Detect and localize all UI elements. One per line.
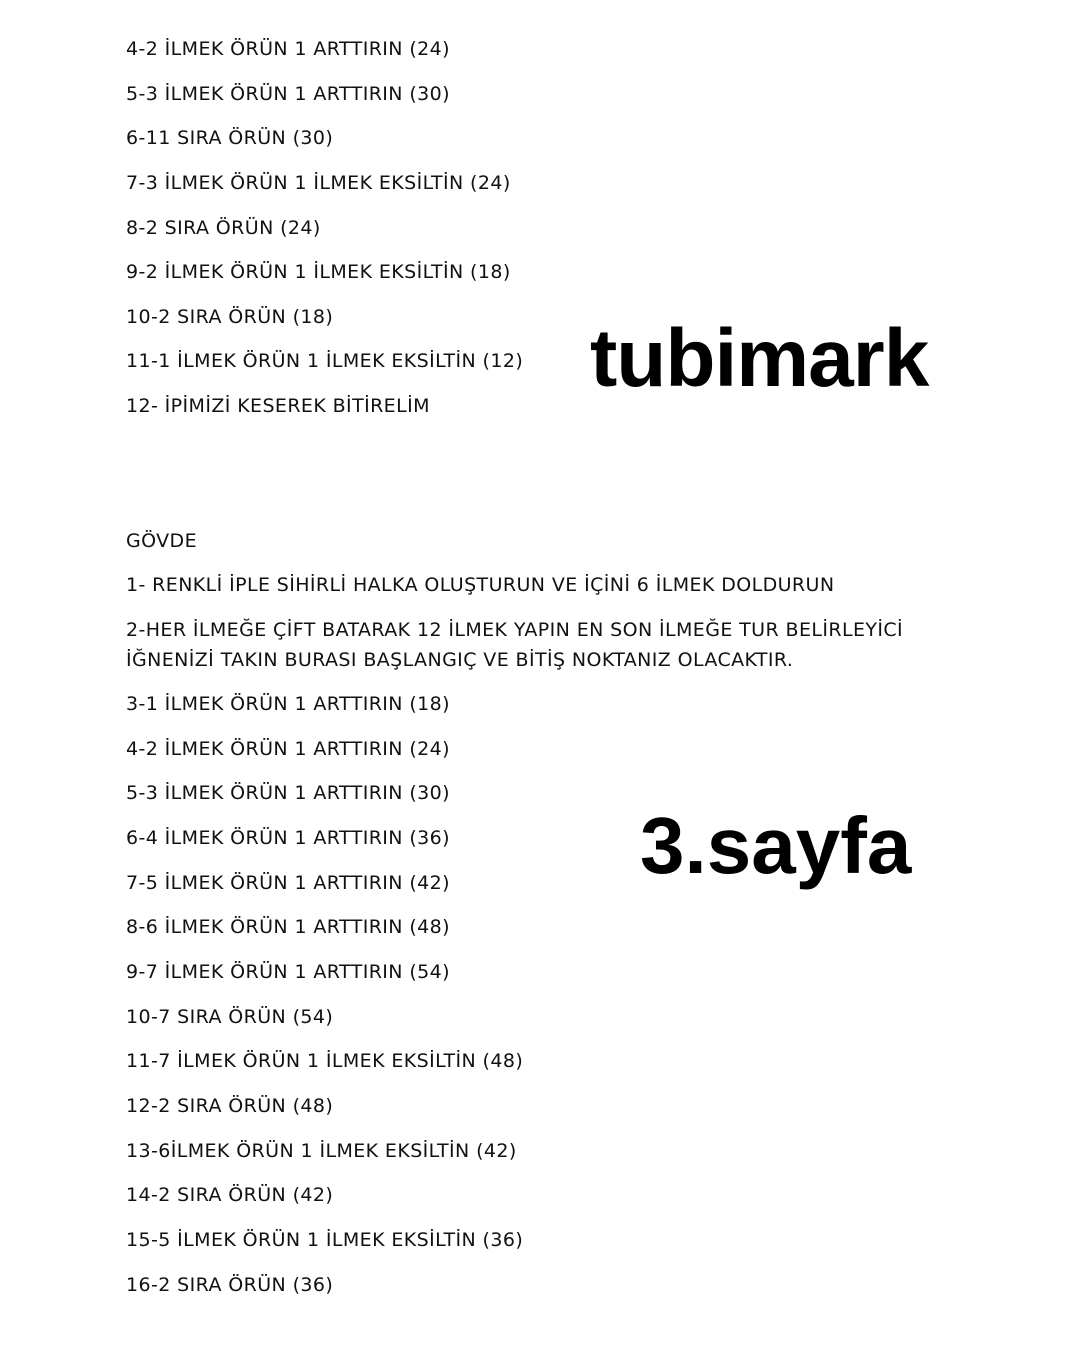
instruction-line: 7-5 İLMEK ÖRÜN 1 ARTTIRIN (42): [126, 872, 450, 894]
instruction-line: 8-2 SIRA ÖRÜN (24): [126, 217, 321, 239]
instruction-line: 5-3 İLMEK ÖRÜN 1 ARTTIRIN (30): [126, 83, 450, 105]
instruction-line: 3-1 İLMEK ÖRÜN 1 ARTTIRIN (18): [126, 693, 450, 715]
instruction-line: 6-11 SIRA ÖRÜN (30): [126, 127, 334, 149]
watermark-text: tubimark: [590, 313, 929, 404]
instruction-line: 15-5 İLMEK ÖRÜN 1 İLMEK EKSİLTİN (36): [126, 1229, 524, 1251]
instruction-line: 7-3 İLMEK ÖRÜN 1 İLMEK EKSİLTİN (24): [126, 172, 511, 194]
instruction-line: 10-2 SIRA ÖRÜN (18): [126, 306, 334, 328]
instruction-line: 13-6İLMEK ÖRÜN 1 İLMEK EKSİLTİN (42): [126, 1140, 517, 1162]
instruction-line: 5-3 İLMEK ÖRÜN 1 ARTTIRIN (30): [126, 782, 450, 804]
section-title: GÖVDE: [126, 530, 197, 552]
instruction-line: İĞNENİZİ TAKIN BURASI BAŞLANGIÇ VE BİTİŞ NOKTANIZ OLACAKTIR.: [126, 649, 794, 671]
instruction-line: 8-6 İLMEK ÖRÜN 1 ARTTIRIN (48): [126, 916, 450, 938]
instruction-line: 4-2 İLMEK ÖRÜN 1 ARTTIRIN (24): [126, 738, 450, 760]
instruction-line: 6-4 İLMEK ÖRÜN 1 ARTTIRIN (36): [126, 827, 450, 849]
instruction-line: 12- İPİMİZİ KESEREK BİTİRELİM: [126, 395, 430, 417]
instruction-line: 11-7 İLMEK ÖRÜN 1 İLMEK EKSİLTİN (48): [126, 1050, 524, 1072]
instruction-line: 9-7 İLMEK ÖRÜN 1 ARTTIRIN (54): [126, 961, 450, 983]
instruction-line: 9-2 İLMEK ÖRÜN 1 İLMEK EKSİLTİN (18): [126, 261, 511, 283]
instruction-line: 12-2 SIRA ÖRÜN (48): [126, 1095, 334, 1117]
instruction-line: 14-2 SIRA ÖRÜN (42): [126, 1184, 334, 1206]
instruction-line: 10-7 SIRA ÖRÜN (54): [126, 1006, 334, 1028]
instruction-line: 4-2 İLMEK ÖRÜN 1 ARTTIRIN (24): [126, 38, 450, 60]
instruction-line: 2-HER İLMEĞE ÇİFT BATARAK 12 İLMEK YAPIN EN SON İLMEĞE TUR BELİRLEYİCİ: [126, 619, 904, 641]
page-label: 3.sayfa: [640, 801, 912, 890]
instruction-line: 11-1 İLMEK ÖRÜN 1 İLMEK EKSİLTİN (12): [126, 350, 524, 372]
instruction-line: 1- RENKLİ İPLE SİHİRLİ HALKA OLUŞTURUN VE İÇİNİ 6 İLMEK DOLDURUN: [126, 574, 835, 596]
instruction-line: 16-2 SIRA ÖRÜN (36): [126, 1274, 334, 1296]
